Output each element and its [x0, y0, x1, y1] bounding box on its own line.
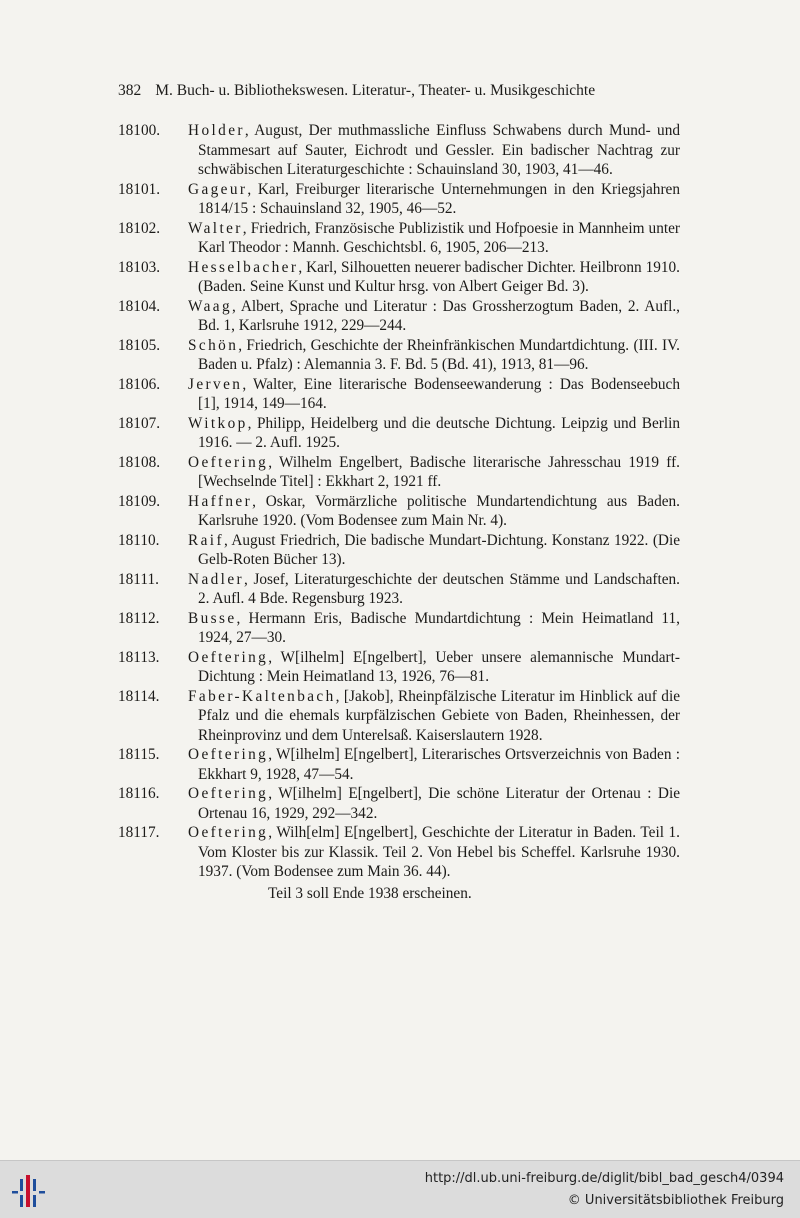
entry-author: Walter: [188, 219, 243, 237]
entry-body: [188, 745, 680, 784]
entry-text: , Albert, Sprache und Literatur : Das Grossherzogtum Baden, 2. Aufl., Bd. 1, Karlsruhe 1912, 229—244.: [198, 297, 680, 334]
entry-body: [188, 687, 680, 746]
entry-number: 18109.: [118, 492, 161, 510]
entry-body: [188, 531, 680, 570]
entry-body: [188, 336, 680, 375]
running-header: [118, 82, 684, 100]
ub-freiburg-logo-icon: [10, 1173, 52, 1209]
entry-number: 18112.: [118, 609, 160, 627]
bibliography-entry: [118, 784, 680, 823]
bibliography-entry: [118, 745, 680, 784]
entry-author: Haffner: [188, 492, 253, 510]
entry-body: [188, 219, 680, 258]
entry-body: [188, 570, 680, 609]
entry-author: Hesselbacher: [188, 258, 299, 276]
entry-author: Waag: [188, 297, 233, 315]
entry-text: , August Friedrich, Die badische Mundart-Dichtung. Konstanz 1922. (Die Gelb-Roten Bücher 13).: [198, 531, 680, 568]
entry-author: Raif: [188, 531, 224, 549]
bibliography-entry: [118, 336, 680, 375]
entry-body: [188, 297, 680, 336]
source-url[interactable]: http://dl.ub.uni-freiburg.de/diglit/bibl_bad_gesch4/0394: [424, 1171, 784, 1186]
bibliography-list: [118, 121, 680, 903]
entry-body: [188, 414, 680, 453]
bibliography-entry: [118, 453, 680, 492]
bibliography-entry: [118, 258, 680, 297]
entry-text: , Walter, Eine literarische Bodenseewanderung : Das Bodenseebuch [1], 1914, 149—164.: [198, 375, 680, 412]
entry-body: [188, 375, 680, 414]
bibliography-entry: [118, 687, 680, 746]
bibliography-entry: [118, 219, 680, 258]
bibliography-entry: [118, 648, 680, 687]
entry-number: 18116.: [118, 785, 160, 802]
entry-text: , W[ilhelm] E[ngelbert], Die schöne Literatur der Ortenau : Die Ortenau 16, 1929, 292—342.: [198, 785, 680, 822]
closing-note: Teil 3 soll Ende 1938 erscheinen.: [268, 884, 472, 902]
entry-author: Faber-Kaltenbach: [188, 687, 336, 705]
page-number: 382: [118, 82, 142, 99]
entry-text: , Hermann Eris, Badische Mundartdichtung : Mein Heimatland 11, 1924, 27—30.: [198, 609, 680, 646]
entry-body: [188, 121, 680, 180]
entry-body: [188, 258, 680, 297]
entry-number: 18103.: [118, 258, 161, 276]
entry-author: Oeftering: [188, 746, 269, 763]
entry-text: , Karl, Freiburger literarische Unternehmungen in den Kriegsjahren 1814/15 : Schauinsland 32, 1905, 46—52.: [198, 180, 680, 217]
entry-number: 18110.: [118, 531, 160, 549]
entry-number: 18117.: [118, 824, 160, 841]
entry-text: , Philipp, Heidelberg und die deutsche Dichtung. Leipzig und Berlin 1916. — 2. Aufl. 1925.: [198, 414, 680, 451]
entry-text: , Josef, Literaturgeschichte der deutschen Stämme und Landschaften. 2. Aufl. 4 Bde. Regensburg 1923.: [198, 570, 680, 607]
entry-body: [188, 648, 680, 687]
entry-body: [188, 492, 680, 531]
entry-body: [188, 784, 680, 823]
entry-body: [188, 823, 680, 882]
entry-text: , Friedrich, Geschichte der Rheinfränkischen Mundartdichtung. (III. IV. Baden u. Pfalz) : Alemannia 3. F. Bd. 5 (Bd. 41), 1913, 81—96.: [198, 336, 680, 373]
bibliography-entry: [118, 297, 680, 336]
entry-author: Oeftering: [188, 785, 269, 802]
entry-author: Nadler: [188, 570, 245, 588]
entry-author: Busse: [188, 609, 237, 627]
entry-body: [188, 180, 680, 219]
copyright-notice: © Universitätsbibliothek Freiburg: [567, 1193, 784, 1208]
header-title: M. Buch- u. Bibliothekswesen. Literatur-, Theater- u. Musikgeschichte: [155, 82, 596, 99]
entry-number: 18104.: [118, 297, 161, 315]
entry-author: Oeftering: [188, 824, 269, 841]
entry-number: 18100.: [118, 122, 161, 139]
footer-bar: [0, 1160, 800, 1218]
entry-text: , Karl, Silhouetten neuerer badischer Dichter. Heilbronn 1910. (Baden. Seine Kunst und Kultur hrsg. von Albert Geiger Bd. 3).: [198, 258, 680, 295]
entry-number: 18107.: [118, 414, 161, 432]
entry-author: Jerven: [188, 375, 243, 393]
entry-number: 18108.: [118, 453, 161, 471]
entry-number: 18115.: [118, 746, 160, 763]
entry-number: 18106.: [118, 375, 161, 393]
bibliography-entry: [118, 375, 680, 414]
bibliography-entry: [118, 823, 680, 882]
entry-body: [188, 609, 680, 648]
entry-number: 18111.: [118, 570, 159, 588]
entry-number: 18105.: [118, 336, 161, 354]
entry-text: , [Jakob], Rheinpfälzische Literatur im Hinblick auf die Pfalz und die ehemals kurpfälzischen Gebiete von Baden, Rheinhessen, der Rheinprovinz und dem Unterelsaß. Kaiserslautern 1928.: [198, 687, 680, 744]
entry-author: Witkop: [188, 414, 248, 432]
bibliography-entry: [118, 414, 680, 453]
bibliography-entry: [118, 180, 680, 219]
entry-author: Holder: [188, 122, 245, 139]
entry-number: 18113.: [118, 648, 160, 666]
entry-text: , W[ilhelm] E[ngelbert], Ueber unsere alemannische Mundart-Dichtung : Mein Heimatland 13, 1926, 76—81.: [198, 648, 680, 685]
bibliography-entry: [118, 121, 680, 180]
entry-text: , August, Der muthmassliche Einfluss Schwabens durch Mund- und Stammesart auf Sauter, Eichrodt und Gessler. Ein badischer Nachtrag zur schwäbischen Literaturgeschichte : Schauinsland 30, 1903, 41—46.: [198, 122, 680, 178]
entry-author: Gageur: [188, 180, 248, 198]
entry-number: 18114.: [118, 687, 160, 705]
entry-text: , Oskar, Vormärzliche politische Mundartendichtung aus Baden. Karlsruhe 1920. (Vom Bodensee zum Main Nr. 4).: [198, 492, 680, 529]
entry-number: 18102.: [118, 219, 161, 237]
bibliography-entry: [118, 609, 680, 648]
entry-author: Schön: [188, 336, 239, 354]
entry-text: , Wilh[elm] E[ngelbert], Geschichte der Literatur in Baden. Teil 1. Vom Kloster bis zur Klassik. Teil 2. Von Hebel bis Scheffel. Karlsruhe 1930. 1937. (Vom Bodensee zum Main 36. 44).: [198, 824, 680, 880]
entry-author: Oeftering: [188, 648, 269, 666]
entry-text: , W[ilhelm] E[ngelbert], Literarisches Ortsverzeichnis von Baden : Ekkhart 9, 1928, 47—54.: [198, 746, 680, 783]
entry-author: Oeftering: [188, 453, 269, 471]
bibliography-entry: [118, 531, 680, 570]
entry-body: [188, 453, 680, 492]
entry-text: , Friedrich, Französische Publizistik und Hofpoesie in Mannheim unter Karl Theodor : Mannh. Geschichtsbl. 6, 1905, 206—213.: [198, 219, 680, 256]
entry-text: , Wilhelm Engelbert, Badische literarische Jahresschau 1919 ff. [Wechselnde Titel] : Ekkhart 2, 1921 ff.: [198, 453, 680, 490]
bibliography-entry: [118, 492, 680, 531]
entry-number: 18101.: [118, 180, 161, 198]
bibliography-entry: [118, 570, 680, 609]
